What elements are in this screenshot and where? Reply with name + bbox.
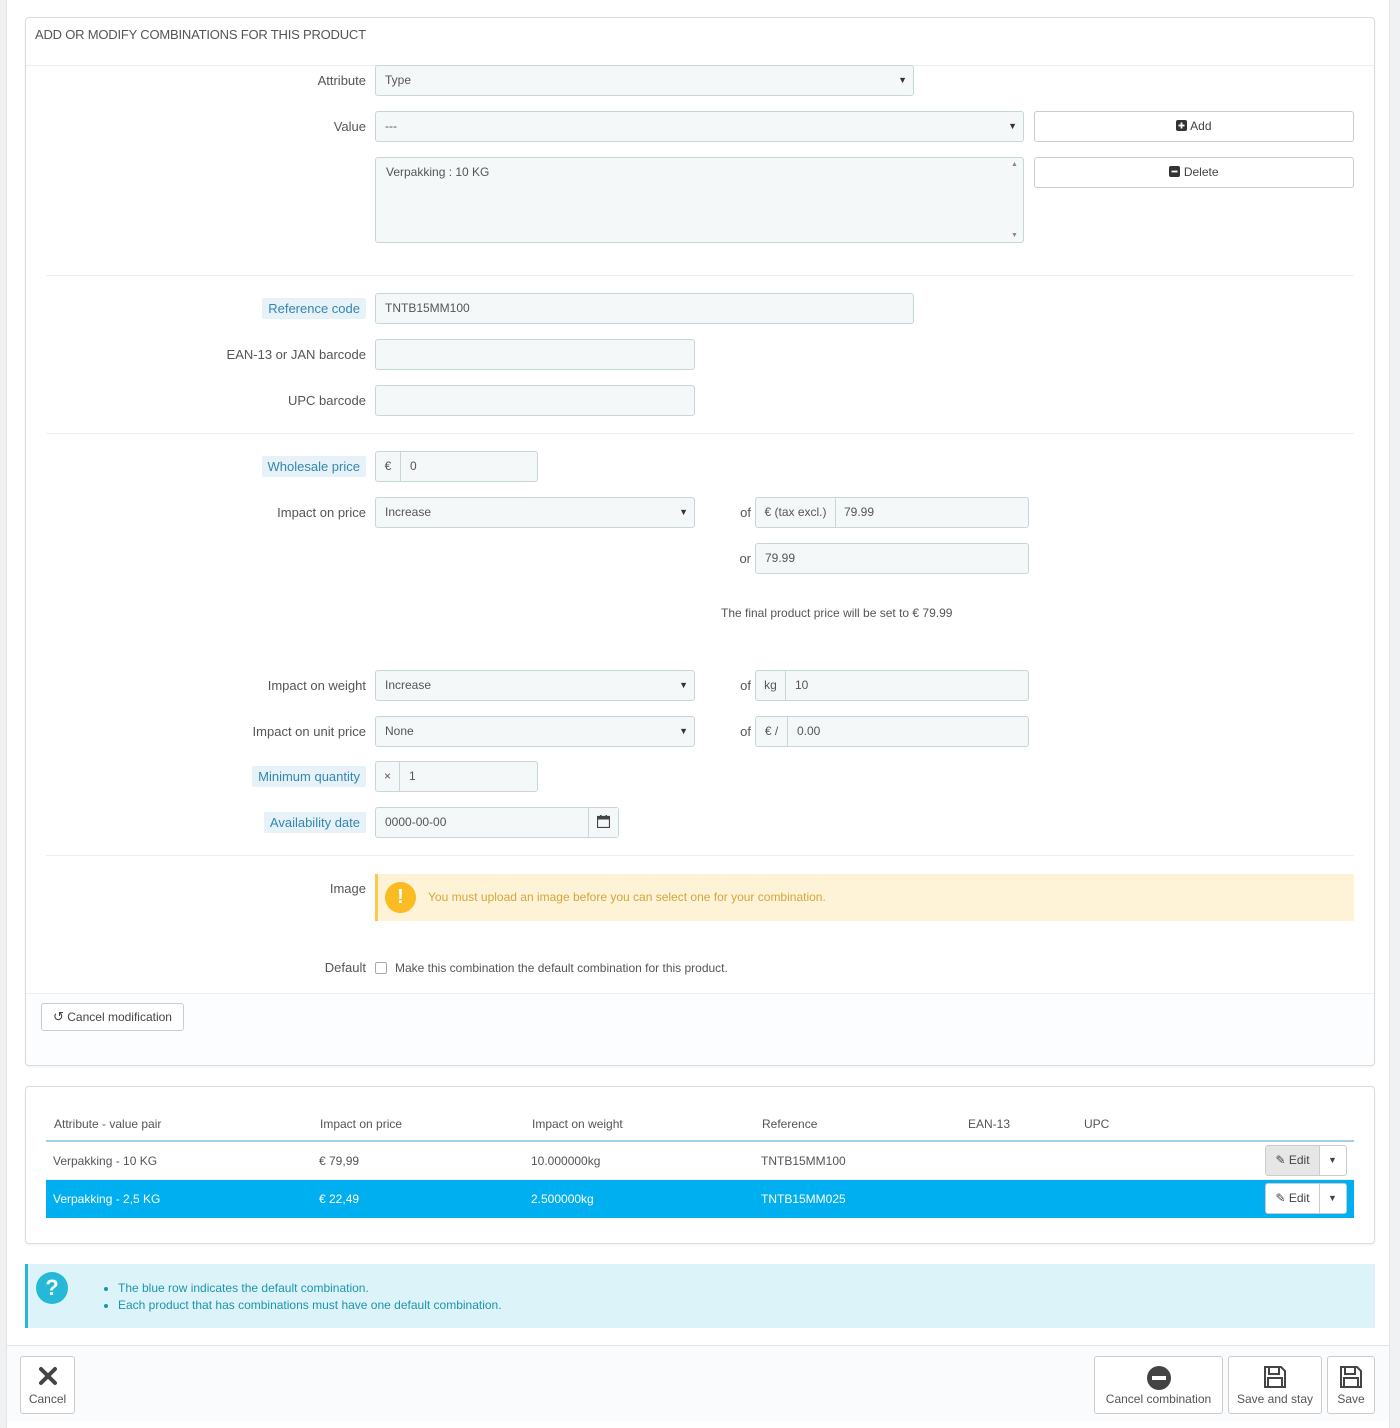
panel-heading: [26, 18, 1374, 66]
cell-attribute: Verpakking - 2,5 KG: [53, 1192, 161, 1206]
edit-button-label: Edit: [1288, 1153, 1310, 1167]
impact-on-price-select[interactable]: [375, 497, 695, 528]
ean-input[interactable]: [375, 339, 695, 370]
floppy-disk-icon: [1229, 1365, 1321, 1391]
cell-attribute: Verpakking - 10 KG: [53, 1154, 158, 1168]
cell-impact-price: € 22,49: [319, 1192, 360, 1206]
divider: [46, 855, 1354, 856]
save-button-label: Save: [1337, 1392, 1365, 1406]
scroll-down-arrow-icon[interactable]: ▼: [1011, 232, 1018, 239]
cancel-modification-button[interactable]: [41, 1003, 184, 1031]
attribute-select-value: Type: [385, 73, 412, 87]
panel-title: ADD OR MODIFY COMBINATIONS FOR THIS PRODUCT: [35, 27, 366, 42]
column-header-upc: UPC: [1084, 1117, 1110, 1131]
impact-on-price-value: Increase: [385, 505, 432, 519]
cell-impact-price: € 79,99: [319, 1154, 360, 1168]
attribute-select[interactable]: [375, 65, 914, 96]
impact-on-price-label: Impact on price: [277, 505, 366, 520]
cancel-button-label: Cancel: [28, 1392, 67, 1406]
tax-excl-prefix: € (tax excl.): [756, 498, 836, 527]
scroll-up-arrow-icon[interactable]: ▲: [1011, 161, 1018, 168]
divider: [46, 433, 1354, 434]
row-actions: [1265, 1145, 1347, 1176]
price-tax-excl-input[interactable]: [755, 497, 1029, 528]
minus-square-icon: [1169, 166, 1180, 177]
help-item: • The blue row indicates the default combination.: [118, 1280, 502, 1297]
column-header-impact-price: Impact on price: [320, 1117, 403, 1131]
price-tax-incl-input[interactable]: 79.99: [755, 543, 1029, 574]
currency-symbol: €: [376, 452, 401, 481]
column-header-ean: EAN-13: [968, 1117, 1011, 1131]
value-select[interactable]: [375, 111, 1024, 142]
chevron-down-icon: ▼: [898, 75, 907, 85]
combination-list[interactable]: [375, 157, 1024, 243]
undo-icon: ↺: [53, 1009, 64, 1024]
impact-on-weight-select[interactable]: [375, 670, 695, 701]
table-row-default[interactable]: [46, 1180, 1354, 1218]
add-button-label: Add: [1190, 119, 1212, 133]
impact-on-unit-price-label: Impact on unit price: [252, 724, 366, 739]
default-checkbox[interactable]: [375, 962, 387, 974]
of-label: of: [740, 724, 751, 739]
row-actions-dropdown[interactable]: [1319, 1184, 1346, 1213]
combination-list-item[interactable]: Verpakking : 10 KG: [386, 165, 490, 179]
help-alert: [25, 1264, 1375, 1328]
unit-price-input[interactable]: [755, 716, 1029, 747]
question-icon: ?: [36, 1272, 68, 1304]
column-header-reference: Reference: [762, 1117, 818, 1131]
divider: [46, 275, 1354, 276]
delete-button[interactable]: [1034, 157, 1354, 188]
times-icon: ×: [376, 762, 400, 791]
scrollbar[interactable]: [1007, 158, 1023, 242]
combination-form-panel: [25, 17, 1375, 1066]
impact-on-weight-value: Increase: [385, 678, 432, 692]
unit-price-value: 0.00: [797, 724, 821, 738]
upc-label: UPC barcode: [287, 393, 366, 408]
close-icon: [21, 1365, 74, 1391]
floppy-disk-icon: [1328, 1365, 1374, 1391]
attribute-label: Attribute: [317, 73, 366, 88]
reference-code-input[interactable]: TNTB15MM100: [375, 293, 914, 324]
row-actions-dropdown[interactable]: [1319, 1146, 1346, 1175]
help-list: [118, 1280, 502, 1314]
save-and-stay-button[interactable]: [1228, 1356, 1322, 1414]
row-actions: [1265, 1183, 1347, 1214]
combinations-table-panel: [25, 1086, 1375, 1244]
availability-date-value: 0000-00-00: [385, 815, 447, 829]
tax-excl-value: 79.99: [844, 505, 875, 519]
or-label: or: [739, 551, 751, 566]
of-label: of: [740, 678, 751, 693]
chevron-down-icon: ▼: [679, 726, 688, 736]
availability-date-input[interactable]: [375, 807, 619, 838]
wholesale-price-label: Wholesale price: [176, 452, 366, 482]
weight-input[interactable]: [755, 670, 1029, 701]
column-header-impact-weight: Impact on weight: [532, 1117, 623, 1131]
default-label: Default: [324, 960, 366, 975]
image-warning-text: You must upload an image before you can select one for your combination.: [428, 890, 826, 904]
warning-icon: !: [385, 882, 416, 913]
edit-button-label: Edit: [1288, 1191, 1310, 1205]
minimum-quantity-input[interactable]: [375, 761, 538, 792]
add-button[interactable]: [1034, 111, 1354, 142]
cell-reference: TNTB15MM025: [761, 1192, 846, 1206]
cancel-combination-label: Cancel combination: [1105, 1392, 1212, 1406]
cancel-combination-button[interactable]: [1094, 1356, 1223, 1414]
panel-footer: [26, 993, 1374, 1065]
weight-value: 10: [795, 678, 809, 692]
edit-button[interactable]: [1266, 1146, 1320, 1175]
of-label: of: [740, 505, 751, 520]
plus-square-icon: [1176, 120, 1187, 131]
edit-button[interactable]: [1266, 1184, 1320, 1213]
wholesale-price-value: 0: [410, 459, 417, 473]
impact-on-unit-price-value: None: [385, 724, 414, 738]
availability-date-label: Availability date: [176, 808, 366, 838]
unit-price-prefix: € /: [756, 717, 788, 746]
table-row[interactable]: [46, 1142, 1354, 1180]
cell-reference: TNTB15MM100: [761, 1154, 846, 1168]
save-button[interactable]: [1327, 1356, 1375, 1414]
impact-on-weight-label: Impact on weight: [267, 678, 366, 693]
cancel-modification-label: Cancel modification: [67, 1010, 172, 1024]
ean-label: EAN-13 or JAN barcode: [226, 347, 366, 362]
final-price-text: The final product price will be set to € 79.99: [721, 606, 953, 620]
caret-down-icon: ▼: [1328, 1193, 1337, 1203]
save-and-stay-label: Save and stay: [1236, 1392, 1314, 1406]
pencil-icon: ✎: [1275, 1153, 1286, 1167]
image-label: Image: [329, 881, 366, 896]
minimum-quantity-value: 1: [409, 769, 416, 783]
wholesale-price-input[interactable]: [375, 451, 538, 482]
column-header-attribute: Attribute - value pair: [54, 1117, 162, 1131]
impact-on-unit-price-select[interactable]: [375, 716, 695, 747]
chevron-down-icon: ▼: [679, 680, 688, 690]
chevron-down-icon: ▼: [679, 507, 688, 517]
value-label: Value: [333, 119, 366, 134]
cancel-button[interactable]: [20, 1356, 75, 1414]
minus-circle-icon: [1095, 1365, 1222, 1391]
image-warning-alert: [375, 874, 1354, 921]
calendar-icon[interactable]: [588, 808, 618, 837]
pencil-icon: ✎: [1275, 1191, 1286, 1205]
delete-button-label: Delete: [1183, 165, 1219, 179]
cell-impact-weight: 2.500000kg: [531, 1192, 594, 1206]
value-select-value: ---: [385, 119, 397, 133]
caret-down-icon: ▼: [1328, 1155, 1337, 1165]
reference-code-label: Reference code: [176, 294, 366, 324]
help-item: • Each product that has combinations must have one default combination.: [118, 1297, 502, 1314]
upc-input[interactable]: [375, 385, 695, 416]
default-checkbox-label[interactable]: Make this combination the default combination for this product.: [395, 961, 728, 975]
minimum-quantity-label: Minimum quantity: [176, 762, 366, 792]
chevron-down-icon: ▼: [1008, 121, 1017, 131]
weight-unit: kg: [756, 671, 786, 700]
cell-impact-weight: 10.000000kg: [531, 1154, 601, 1168]
